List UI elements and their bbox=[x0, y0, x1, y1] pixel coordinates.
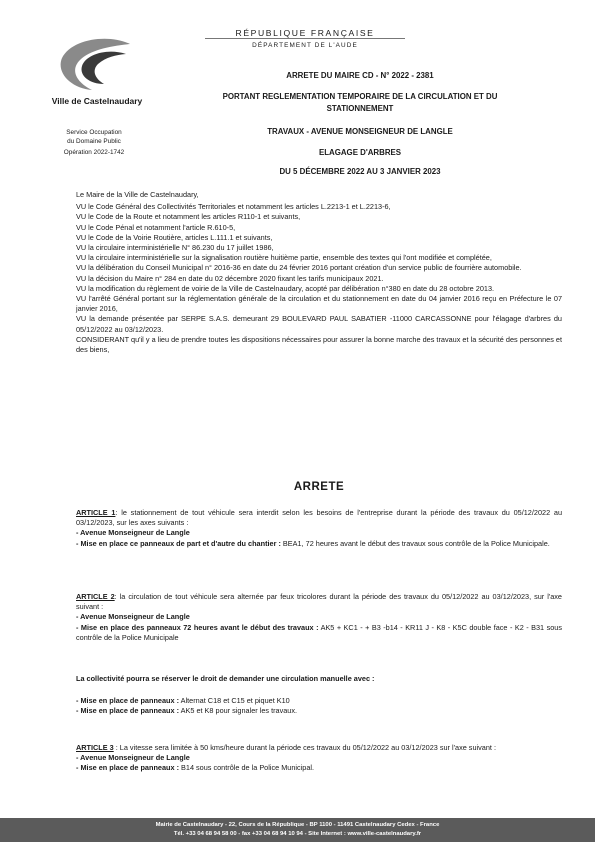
service-line-2: du Domaine Public bbox=[67, 138, 121, 145]
republique-heading: RÉPUBLIQUE FRANÇAISE bbox=[235, 28, 375, 38]
manual-heading: La collectivité pourra se réserver le droit de demander une circulation manuelle avec : bbox=[76, 674, 375, 683]
article-1-panels: - Mise en place ce panneaux de part et d'autre du chantier : BEA1, 72 heures avant le début des travaux sous contrôle de la Police Municipale. bbox=[76, 538, 550, 548]
operation-number: Opération 2022-1742 bbox=[63, 149, 125, 156]
departement-heading: DÉPARTEMENT DE L'AUDE bbox=[252, 42, 358, 49]
article-1-text: ARTICLE 1: le stationnement de tout véhicule sera interdit selon les besoins de l'entreprise durant la période des travaux du 05/12/2022 au 03/12/2023, sur les axes suivants : bbox=[76, 508, 562, 528]
preamble bbox=[76, 190, 562, 355]
header-divider bbox=[205, 38, 405, 39]
preamble-line: VU la demande présentée par SERPE S.A.S. demeurant 29 BOULEVARD PAUL SABATIER -11000 CARCASSONNE pour l'élagage d'arbres du 05/12/2022 au 03/12/2023. bbox=[76, 314, 562, 334]
castelnaudary-logo bbox=[52, 34, 140, 96]
article-1-label: ARTICLE 1 bbox=[76, 508, 116, 517]
preamble-line: VU la circulaire interministérielle sur la signalisation routière huitième partie, ensemble des textes qui l'ont modifiée et complétée, bbox=[76, 253, 492, 263]
preamble-line: VU le Code de la Route et notamment les articles R110-1 et suivants, bbox=[76, 212, 301, 222]
manual-line-2: - Mise en place de panneaux : AK5 et K8 pour signaler les travaux. bbox=[76, 706, 298, 716]
title-line-2: STATIONNEMENT bbox=[326, 104, 394, 113]
preamble-line: VU l'arrêté Général portant sur la réglementation générale de la circulation et du stationnement en date du 04 janvier 2016 reçu en Préfecture le 07 janvier 2016, bbox=[76, 294, 562, 314]
article-2-text: ARTICLE 2: la circulation de tout véhicule sera alternée par feux tricolores durant la période des travaux du 05/12/2022 au 03/12/2023, sur l'axe suivant : bbox=[76, 592, 562, 612]
dates-line: DU 5 DÉCEMBRE 2022 AU 3 JANVIER 2023 bbox=[279, 167, 441, 176]
elagage-line: ELAGAGE D'ARBRES bbox=[318, 148, 402, 157]
article-3-street: - Avenue Monseigneur de Langle bbox=[76, 753, 190, 763]
preamble-line: CONSIDERANT qu'il y a lieu de prendre toutes les dispositions nécessaires pour assurer la bonne marche des travaux et la sécurité des personnes et des biens, bbox=[76, 334, 562, 355]
manual-line-1: - Mise en place de panneaux : Alternat C18 et C15 et piquet K10 bbox=[76, 696, 290, 706]
article-2-street: - Avenue Monseigneur de Langle bbox=[76, 612, 190, 622]
travaux-line: TRAVAUX - AVENUE MONSEIGNEUR DE LANGLE bbox=[267, 127, 453, 136]
city-name: Ville de Castelnaudary bbox=[51, 96, 143, 106]
page-footer bbox=[0, 818, 595, 842]
article-2-panels: - Mise en place des panneaux 72 heures avant le début des travaux : AK5 + KC1 - + B3 -b14 - KR11 J - K8 - K5C double face - K2 - B31 sous contrôle de la Police Municipale bbox=[76, 622, 562, 642]
article-3 bbox=[76, 743, 562, 774]
preamble-line: VU la décision du Maire n° 284 en date du 02 décembre 2020 fixant les tarifs municipaux 2021. bbox=[76, 273, 384, 283]
logo-swoosh-inner bbox=[82, 52, 126, 84]
preamble-line: VU le Code de la Voirie Routière, articles L.111.1 et suivants, bbox=[76, 232, 273, 242]
preamble-line: VU la délibération du Conseil Municipal n° 2016-36 en date du 24 février 2016 portant création d'un service public de fourrière automobile. bbox=[76, 263, 522, 273]
article-1-street: - Avenue Monseigneur de Langle bbox=[76, 528, 190, 538]
title-line-1: PORTANT REGLEMENTATION TEMPORAIRE DE LA CIRCULATION ET DU bbox=[222, 92, 498, 101]
preamble-line: VU le Code Général des Collectivités Territoriales et notamment les articles L.2213-1 et L.2213-6, bbox=[76, 202, 391, 212]
article-3-text: ARTICLE 3 : La vitesse sera limitée à 50 kms/heure durant la période ces travaux du 05/12/2022 au 03/12/2023 sur l'axe suivant : bbox=[76, 743, 496, 752]
article-1 bbox=[76, 508, 562, 549]
arrete-heading: ARRETE bbox=[293, 481, 345, 493]
article-3-panels: - Mise en place de panneaux : B14 sous contrôle de la Police Municipal. bbox=[76, 763, 315, 773]
footer-address: Mairie de Castelnaudary - 22, Cours de la République - BP 1100 - 11491 Castelnaudary Cedex - France bbox=[155, 822, 440, 828]
arrete-number: ARRETE DU MAIRE CD - N° 2022 - 2381 bbox=[286, 71, 434, 80]
article-2 bbox=[76, 592, 562, 643]
preamble-line: VU la modification du règlement de voirie de la Ville de Castelnaudary, acopté par délibération n°380 en date du 28 octobre 2013. bbox=[76, 283, 495, 293]
article-3-label: ARTICLE 3 bbox=[76, 743, 114, 752]
preamble-line: VU le Code Pénal et notamment l'article R.610-5, bbox=[76, 222, 236, 232]
article-2-label: ARTICLE 2 bbox=[76, 592, 115, 601]
footer-contact: Tél. +33 04 68 94 58 00 - fax +33 04 68 94 10 94 - Site Internet : www.ville-castelnaudary.fr bbox=[173, 831, 422, 837]
service-line-1: Service Occupation bbox=[66, 129, 122, 136]
preamble-line: Le Maire de la Ville de Castelnaudary, bbox=[76, 190, 199, 199]
service-block bbox=[30, 128, 158, 157]
preamble-line: VU la circulaire interministérielle N° 86.230 du 17 juillet 1986, bbox=[76, 243, 274, 253]
manual-circulation bbox=[76, 674, 562, 717]
